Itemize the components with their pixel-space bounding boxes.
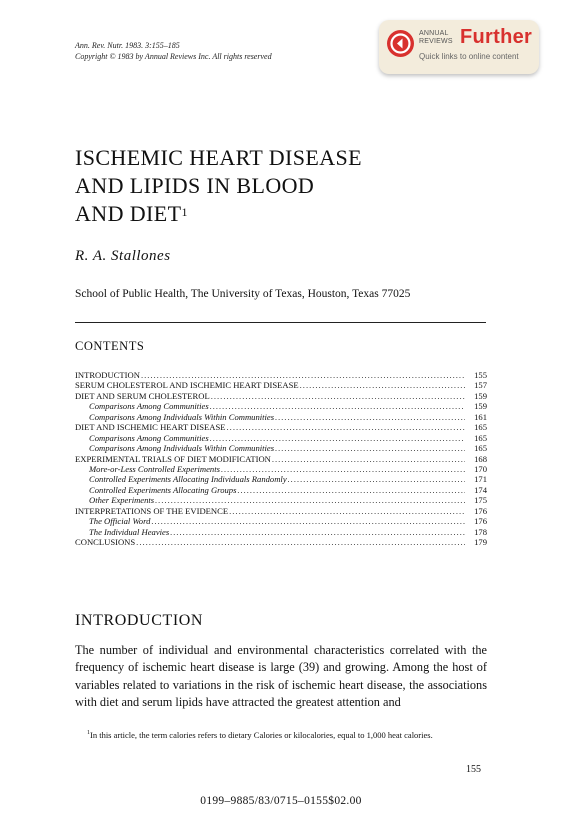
toc-entry[interactable]: [75, 412, 487, 422]
badge-reviews-text: REVIEWS: [419, 38, 453, 45]
toc-leader-dots: [141, 370, 465, 380]
title-line: ISCHEMIC HEART DISEASE: [75, 145, 362, 170]
toc-entry-page: 174: [474, 484, 487, 495]
toc-entry-page: 176: [474, 505, 487, 516]
toc-entry-label: Controlled Experiments Allocating Groups: [89, 484, 237, 495]
toc-entry-label: DIET AND SERUM CHOLESTEROL: [75, 390, 210, 401]
author-name: R. A. Stallones: [75, 248, 171, 264]
footnote-mark: 1: [87, 730, 90, 736]
badge-tagline: Quick links to online content: [419, 52, 519, 61]
badge-further-text: Further: [460, 26, 533, 48]
toc-entry-page: 176: [474, 516, 487, 527]
toc-entry[interactable]: [75, 527, 487, 537]
toc-entry-label: The Individual Heavies: [89, 526, 170, 537]
toc-entry-page: 171: [474, 474, 487, 485]
title-footnote-mark[interactable]: 1: [181, 205, 188, 219]
toc-entry-page: 165: [474, 422, 487, 433]
toc-leader-dots: [275, 443, 465, 453]
toc-entry[interactable]: [75, 380, 487, 390]
section-divider: [75, 322, 486, 323]
toc-entry-label: Comparisons Among Communities: [89, 401, 209, 412]
toc-entry-page: 159: [474, 401, 487, 412]
toc-entry-label: The Official Word: [89, 516, 151, 527]
toc-entry-label: Controlled Experiments Allocating Individuals Randomly: [89, 474, 287, 485]
contents-heading: CONTENTS: [75, 339, 145, 353]
toc-entry-label: CONCLUSIONS: [75, 537, 136, 547]
toc-entry-page: 178: [474, 526, 487, 537]
toc-leader-dots: [237, 485, 465, 495]
toc-entry[interactable]: [75, 464, 487, 474]
author-affiliation: School of Public Health, The University of Texas, Houston, Texas 77025: [75, 288, 411, 300]
toc-entry-page: 179: [474, 537, 487, 547]
toc-entry-label: Comparisons Among Individuals Within Communities: [89, 411, 275, 422]
title-line-text: AND DIET: [75, 201, 182, 226]
toc-entry[interactable]: [75, 422, 487, 432]
toc-entry[interactable]: [75, 454, 487, 464]
annual-reviews-logo-icon: [387, 30, 414, 57]
toc-entry[interactable]: [75, 537, 487, 547]
toc-entry-page: 157: [474, 380, 487, 391]
footnote: [75, 727, 487, 741]
journal-citation: Ann. Rev. Nutr. 1983. 3:155–185: [75, 41, 180, 50]
toc-entry-label: EXPERIMENTAL TRIALS OF DIET MODIFICATION: [75, 453, 271, 464]
toc-leader-dots: [155, 495, 465, 505]
toc-leader-dots: [136, 537, 465, 547]
toc-entry-page: 161: [474, 411, 487, 422]
further-links-badge[interactable]: [379, 20, 539, 74]
toc-entry[interactable]: [75, 506, 487, 516]
toc-entry[interactable]: [75, 433, 487, 443]
toc-entry-page: 165: [474, 432, 487, 443]
toc-leader-dots: [210, 433, 465, 443]
price-code-line: 0199–9885/83/0715–0155$02.00: [200, 795, 362, 807]
page-number: 155: [466, 764, 481, 775]
toc-leader-dots: [210, 401, 465, 411]
toc-leader-dots: [229, 506, 465, 516]
title-line: [75, 200, 362, 228]
toc-entry-label: SERUM CHOLESTEROL AND ISCHEMIC HEART DISEASE: [75, 380, 299, 391]
annual-reviews-wordmark: [419, 30, 453, 46]
toc-entry[interactable]: [75, 391, 487, 401]
toc-entry-label: DIET AND ISCHEMIC HEART DISEASE: [75, 422, 226, 433]
toc-leader-dots: [300, 380, 465, 390]
toc-leader-dots: [221, 464, 465, 474]
toc-entry[interactable]: [75, 370, 487, 380]
toc-entry-page: 168: [474, 453, 487, 464]
introduction-heading: INTRODUCTION: [75, 612, 204, 629]
toc-leader-dots: [151, 516, 465, 526]
journal-citation-block: [75, 40, 272, 62]
badge-annual-text: ANNUAL: [419, 30, 449, 37]
toc-leader-dots: [272, 454, 465, 464]
toc-entry[interactable]: [75, 474, 487, 484]
toc-entry[interactable]: [75, 401, 487, 411]
toc-entry-page: 155: [474, 370, 487, 380]
table-of-contents: [75, 370, 487, 547]
toc-entry-label: Comparisons Among Individuals Within Communities: [89, 443, 275, 454]
article-title: [75, 144, 362, 228]
toc-entry[interactable]: [75, 443, 487, 453]
toc-entry-label: INTERPRETATIONS OF THE EVIDENCE: [75, 505, 229, 516]
toc-entry-page: 165: [474, 443, 487, 454]
title-line: AND LIPIDS IN BLOOD: [75, 173, 315, 198]
toc-leader-dots: [227, 422, 465, 432]
toc-leader-dots: [288, 474, 465, 484]
toc-leader-dots: [170, 527, 465, 537]
toc-leader-dots: [211, 391, 465, 401]
toc-entry[interactable]: [75, 495, 487, 505]
toc-entry[interactable]: [75, 516, 487, 526]
toc-entry-page: 175: [474, 495, 487, 506]
toc-entry[interactable]: [75, 485, 487, 495]
footnote-text: In this article, the term calories refers to dietary Calories or kilocalories, equal to 1,000 heat calories.: [90, 729, 433, 740]
toc-entry-label: INTRODUCTION: [75, 370, 140, 380]
introduction-paragraph: The number of individual and environmental characteristics correlated with the frequency of ischemic heart disease is large (39) and growing. Among the host of variables related to variations in the risk of ischemic heart disease, the associations with diet and serum lipids have attracted the greatest attention and: [75, 643, 487, 710]
copyright-notice: Copyright © 1983 by Annual Reviews Inc. All rights reserved: [75, 52, 272, 61]
toc-entry-page: 159: [474, 390, 487, 401]
toc-entry-label: Other Experiments: [89, 495, 155, 506]
toc-leader-dots: [275, 412, 465, 422]
toc-entry-label: Comparisons Among Communities: [89, 432, 209, 443]
toc-entry-page: 170: [474, 463, 487, 474]
toc-entry-label: More-or-Less Controlled Experiments: [89, 463, 220, 474]
